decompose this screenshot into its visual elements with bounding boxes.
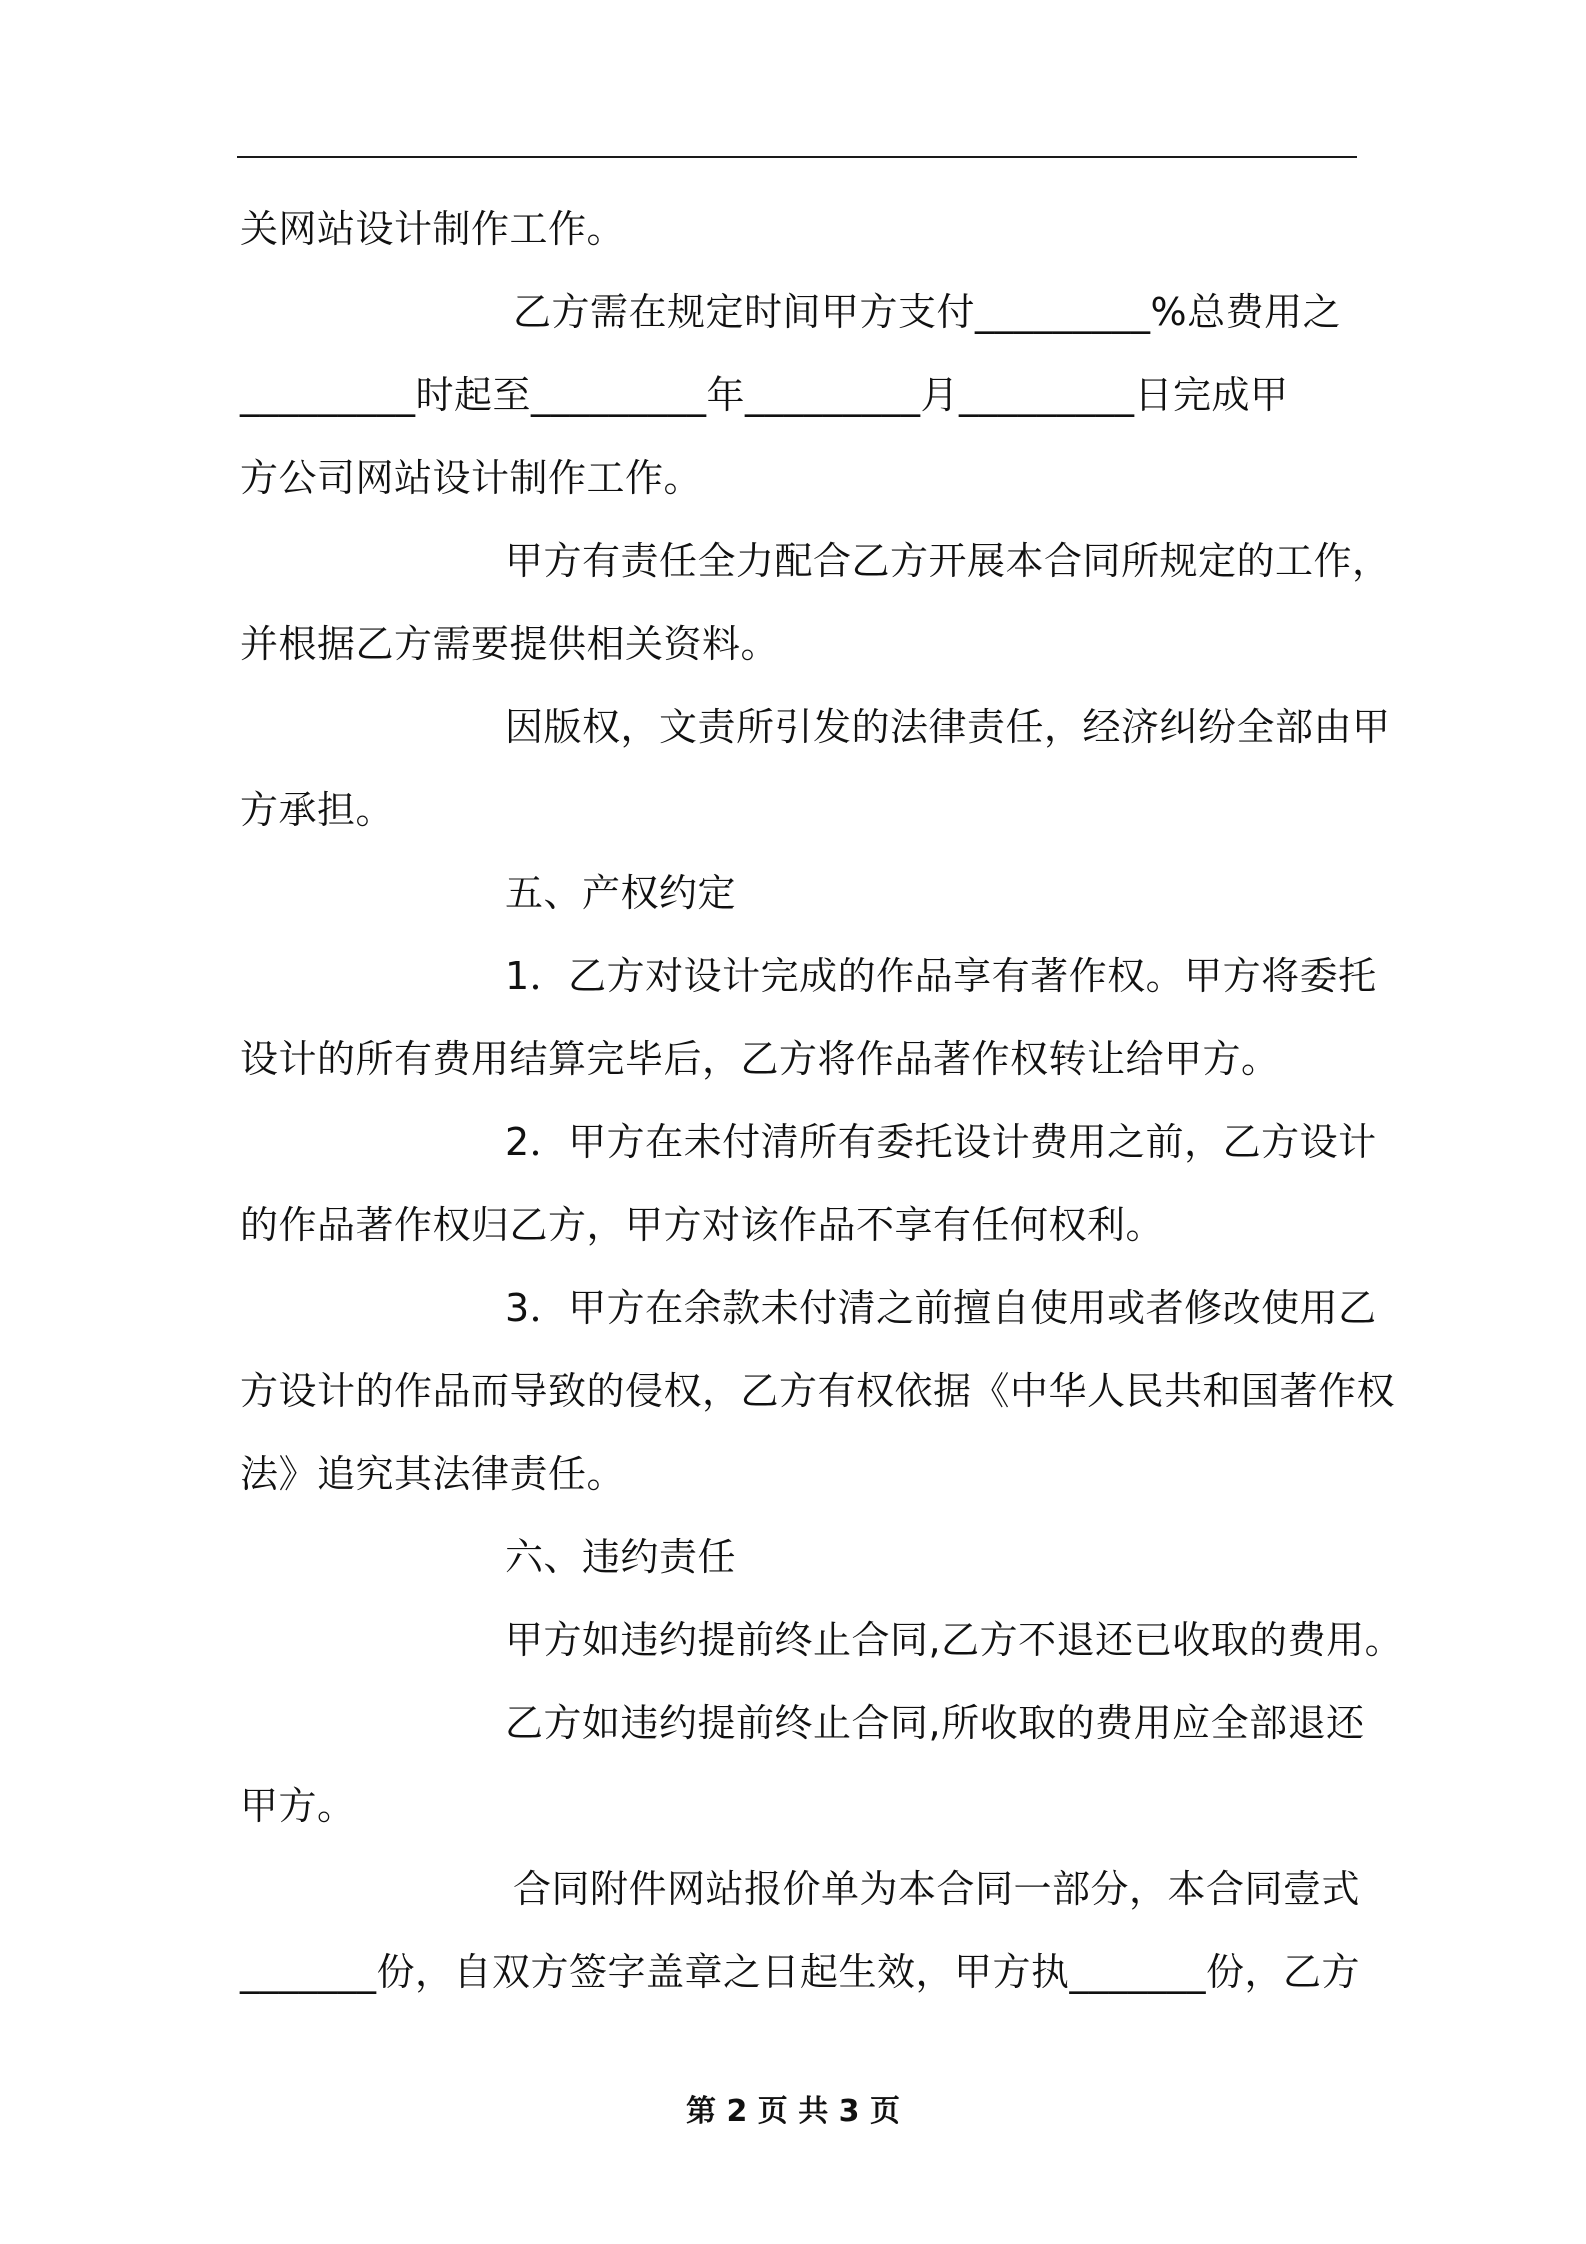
- body-line-4: 方公司网站设计制作工作。: [240, 456, 703, 500]
- body-line-7: 因版权，文责所引发的法律责任，经济纠纷全部由甲: [505, 705, 1391, 749]
- body-line-6: 并根据乙方需要提供相关资料。: [240, 622, 780, 666]
- body-line-18: 甲方如违约提前终止合同,乙方不退还已收取的费用。: [505, 1618, 1404, 1662]
- body-line-22: _______份，自双方签字盖章之日起生效，甲方执_______份，乙方: [240, 1950, 1361, 1994]
- body-line-21: 合同附件网站报价单为本合同一部分，本合同壹式: [513, 1867, 1361, 1911]
- section-heading-5: 五、产权约定: [505, 871, 737, 915]
- header-rule: [237, 156, 1357, 158]
- body-line-20: 甲方。: [240, 1784, 356, 1828]
- body-line-5: 甲方有责任全力配合乙方开展本合同所规定的工作，: [505, 539, 1391, 583]
- page-number-footer: 第 2 页 共 3 页: [686, 2094, 900, 2129]
- body-line-2: 乙方需在规定时间甲方支付_________%总费用之: [513, 290, 1342, 334]
- body-line-15: 方设计的作品而导致的侵权，乙方有权依据《中华人民共和国著作权: [240, 1369, 1396, 1413]
- body-line-16: 法》追究其法律责任。: [240, 1452, 626, 1496]
- body-line-14: 3．甲方在余款未付清之前擅自使用或者修改使用乙: [505, 1286, 1377, 1330]
- body-line-1: 关网站设计制作工作。: [240, 207, 626, 251]
- body-line-10: 1．乙方对设计完成的作品享有著作权。甲方将委托: [505, 954, 1377, 998]
- body-line-8: 方承担。: [240, 788, 395, 832]
- body-line-11: 设计的所有费用结算完毕后，乙方将作品著作权转让给甲方。: [240, 1037, 1280, 1081]
- body-line-3: _________时起至_________年_________月_________日完成甲: [240, 373, 1289, 417]
- body-line-12: 2．甲方在未付清所有委托设计费用之前，乙方设计: [505, 1120, 1377, 1164]
- section-heading-6: 六、违约责任: [505, 1535, 737, 1579]
- body-line-19: 乙方如违约提前终止合同,所收取的费用应全部退还: [505, 1701, 1365, 1745]
- body-line-13: 的作品著作权归乙方，甲方对该作品不享有任何权利。: [240, 1203, 1165, 1247]
